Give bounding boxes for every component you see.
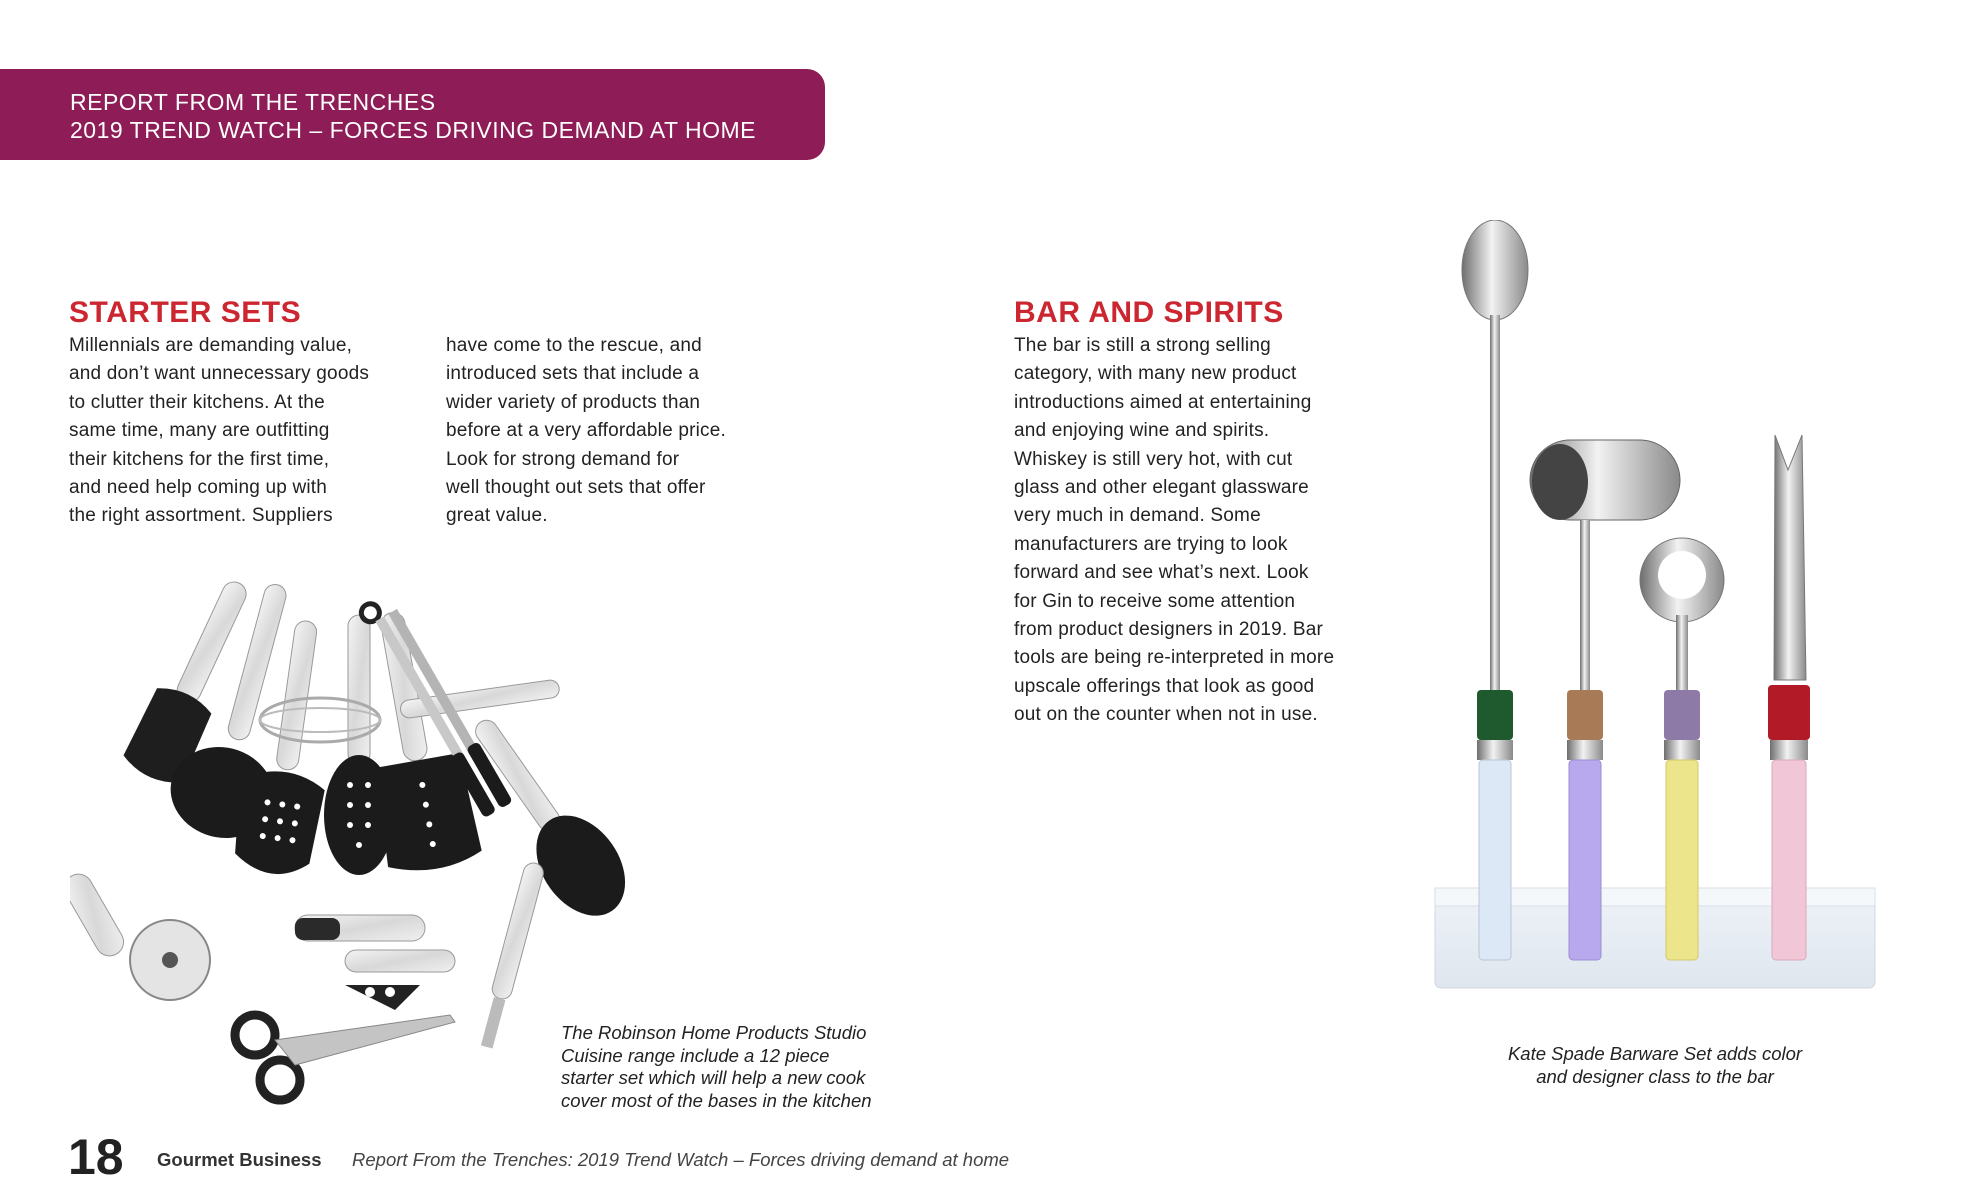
body-line: upscale offerings that look as good xyxy=(1014,675,1315,697)
body-line: introduced sets that include a xyxy=(446,363,700,385)
body-line: and don’t want unnecessary goods xyxy=(69,363,370,385)
banner-title-line2: 2019 TREND WATCH – FORCES DRIVING DEMAND AT HOME xyxy=(70,117,756,143)
body-line: wider variety of products than xyxy=(446,391,701,413)
body-line: Whiskey is still very hot, with cut xyxy=(1014,448,1293,470)
bar-spirits-column xyxy=(1014,332,1334,730)
body-line: before at a very affordable price. xyxy=(446,420,726,442)
body-line: their kitchens for the first time, xyxy=(69,448,330,470)
body-line: The bar is still a strong selling xyxy=(1014,335,1271,356)
page-number: 18 xyxy=(68,1129,124,1185)
bar-spirits-caption xyxy=(1470,1043,1840,1088)
starter-sets-column-1 xyxy=(69,332,369,531)
body-line: great value. xyxy=(446,505,548,527)
body-line: very much in demand. Some xyxy=(1014,505,1261,527)
body-line: to clutter their kitchens. At the xyxy=(69,391,325,413)
footer-title: Report From the Trenches: 2019 Trend Watch – Forces driving demand at home xyxy=(352,1149,1010,1170)
body-line: well thought out sets that offer xyxy=(446,477,706,499)
body-line: Millennials are demanding value, xyxy=(69,335,353,356)
body-line: and enjoying wine and spirits. xyxy=(1014,420,1270,442)
caption-line: starter set which will help a new cook xyxy=(561,1067,866,1088)
body-line: introductions aimed at entertaining xyxy=(1014,391,1312,413)
caption-line: Kate Spade Barware Set adds color xyxy=(1507,1043,1803,1064)
body-line: forward and see what’s next. Look xyxy=(1014,562,1309,584)
starter-sets-heading: STARTER SETS xyxy=(69,296,302,329)
section-banner xyxy=(0,69,825,160)
body-line: for Gin to receive some attention xyxy=(1014,590,1296,612)
body-line: glass and other elegant glassware xyxy=(1014,477,1309,499)
body-line: from product designers in 2019. Bar xyxy=(1014,619,1324,641)
caption-line: Cuisine range include a 12 piece xyxy=(561,1044,830,1066)
body-line: category, with many new product xyxy=(1014,363,1297,385)
bar-spirits-heading: BAR AND SPIRITS xyxy=(1014,296,1284,329)
starter-sets-column-2 xyxy=(446,332,726,531)
banner-title-line1: REPORT FROM THE TRENCHES xyxy=(70,89,436,115)
starter-sets-caption xyxy=(561,1022,872,1112)
body-line: the right assortment. Suppliers xyxy=(69,505,333,527)
body-line: same time, many are outfitting xyxy=(69,420,330,442)
barware-set-image xyxy=(1420,220,1900,1020)
caption-line: cover most of the bases in the kitchen xyxy=(561,1089,872,1111)
body-line: Look for strong demand for xyxy=(446,448,680,470)
caption-line: The Robinson Home Products Studio xyxy=(561,1022,867,1043)
body-line: out on the counter when not in use. xyxy=(1014,704,1318,726)
body-line: manufacturers are trying to look xyxy=(1014,533,1288,555)
body-line: tools are being re-interpreted in more xyxy=(1014,647,1335,669)
footer-brand: Gourmet Business xyxy=(157,1149,322,1170)
body-line: have come to the rescue, and xyxy=(446,335,702,356)
caption-line: and designer class to the bar xyxy=(1536,1065,1774,1087)
body-line: and need help coming up with xyxy=(69,477,328,499)
